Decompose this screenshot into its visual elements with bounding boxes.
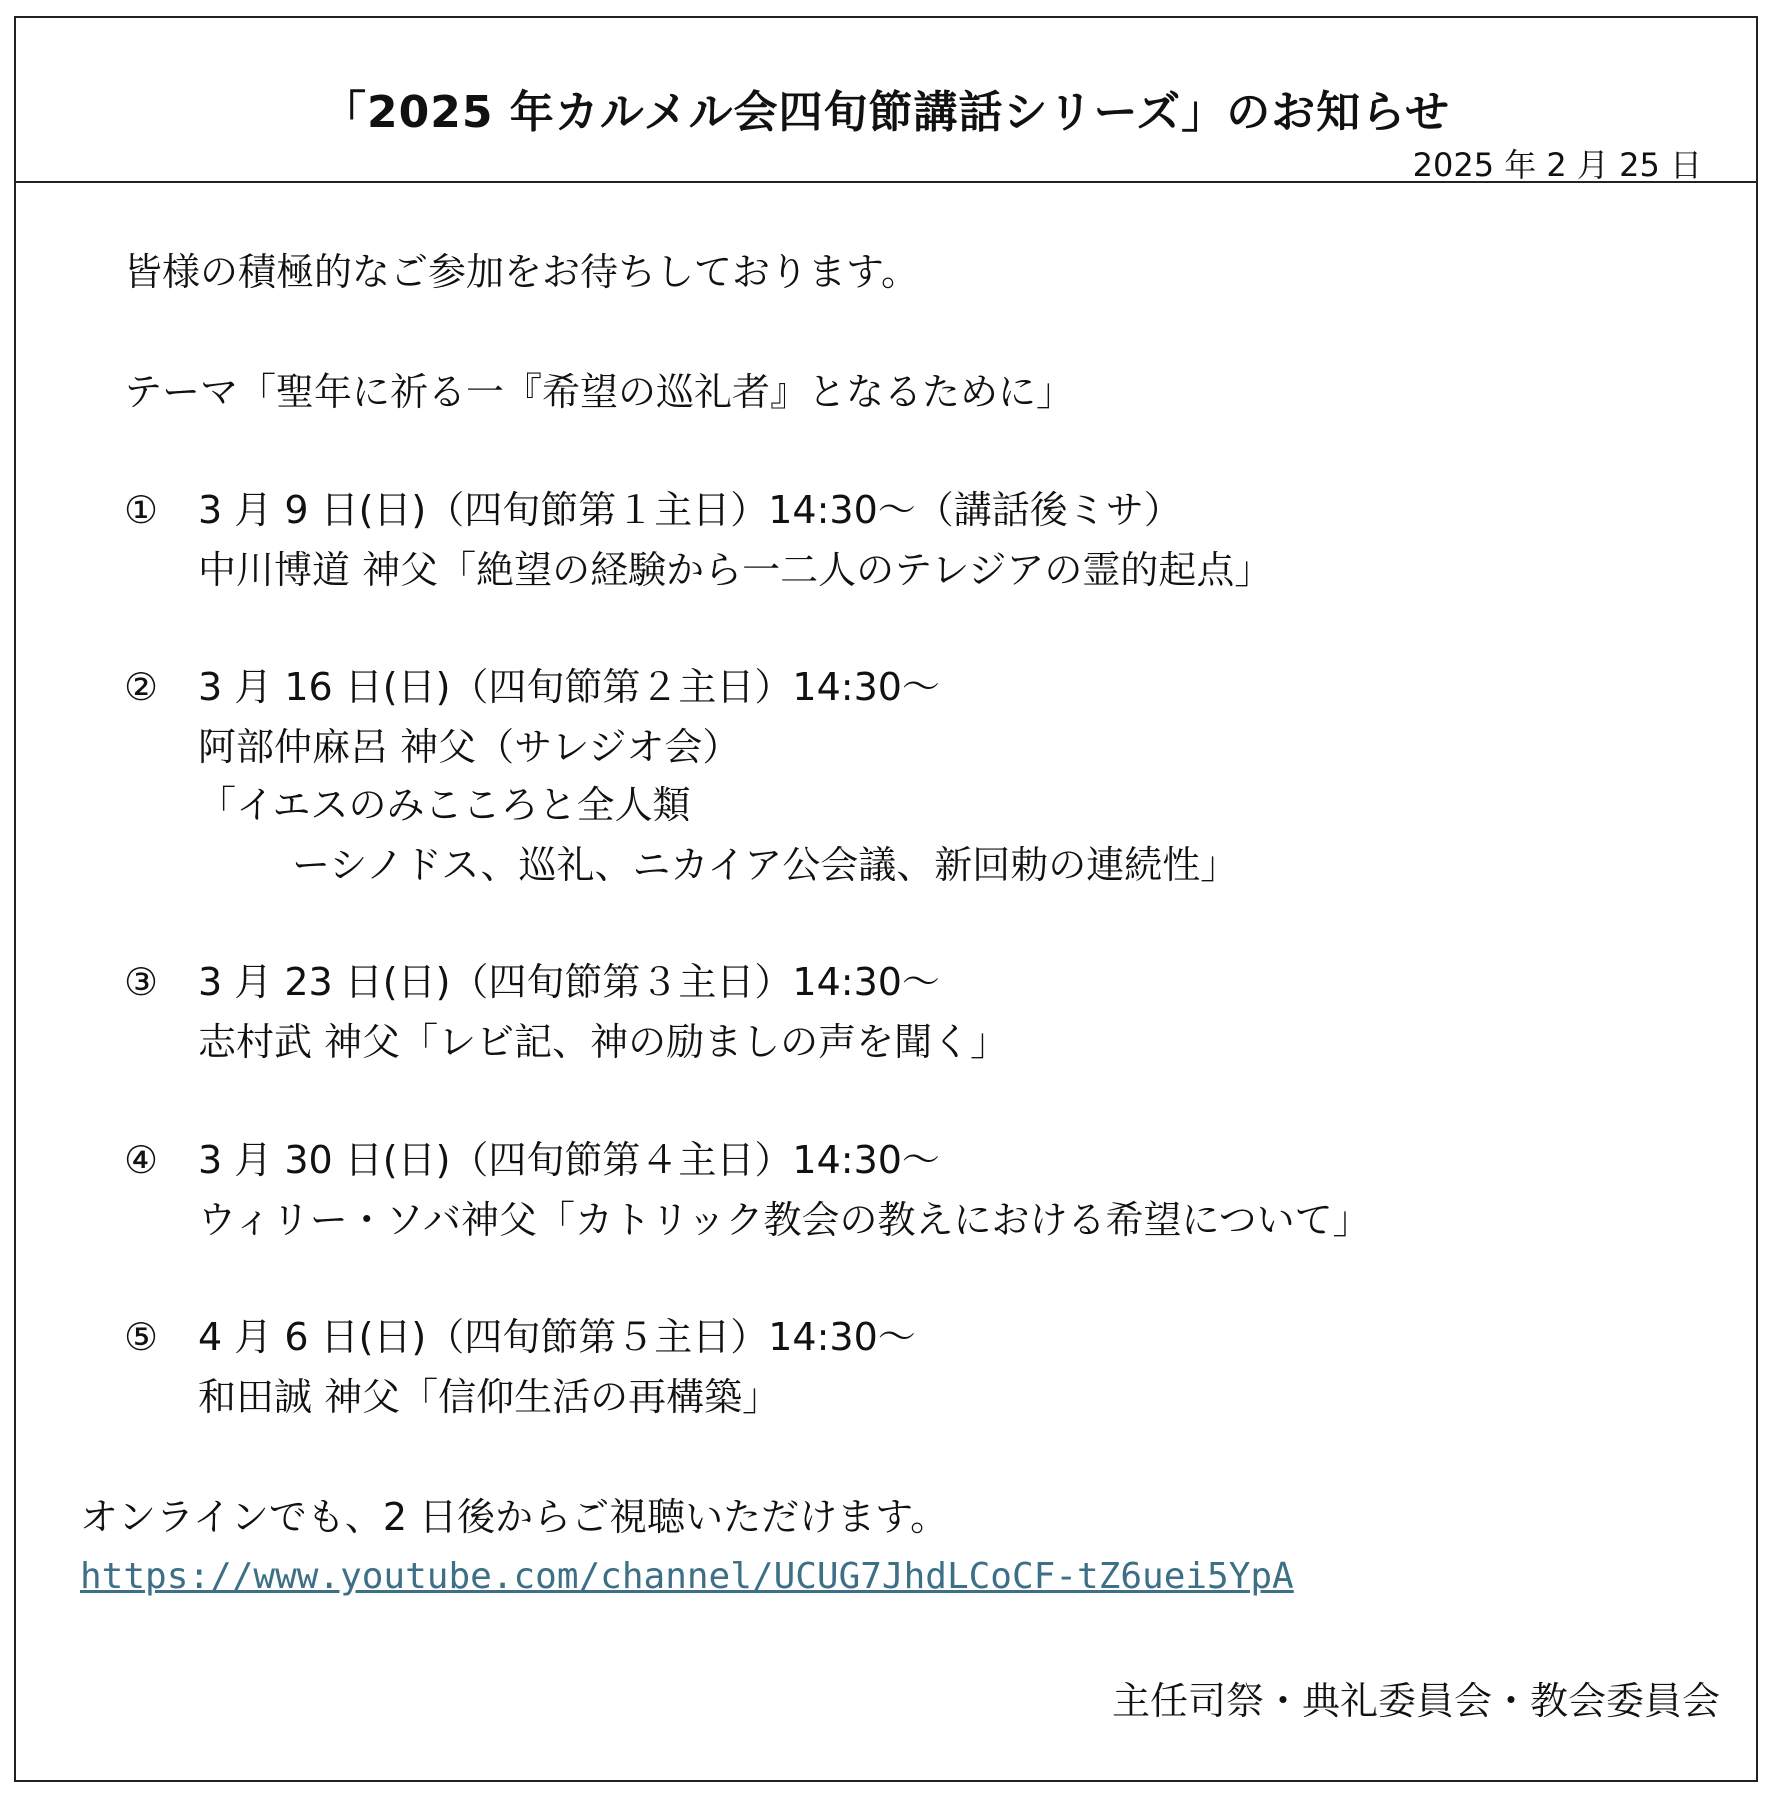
lecture-schedule: 4 月 6 日(日)（四旬節第５主日）14:30～ [198,1315,916,1359]
lecture-number: ⑤ [124,1315,159,1359]
lecture-number: ③ [124,960,159,1004]
lecture-topic-subtitle: ーシノドス、巡礼、ニカイア公会議、新回勅の連続性」 [292,843,1239,887]
youtube-channel-link[interactable]: https://www.youtube.com/channel/UCUG7JhdLCoCF-tZ6uei5YpA [80,1556,1294,1597]
lecture-speaker: ウィリー・ソバ神父「カトリック教会の教えにおける希望について」 [198,1198,1371,1242]
lecture-speaker: 志村武 神父「レビ記、神の励ましの声を聞く」 [198,1020,1009,1064]
lecture-number: ④ [124,1138,159,1182]
lecture-number: ② [124,665,159,709]
lecture-topic: 「イエスのみこころと全人類 [198,783,691,827]
header-divider [16,181,1756,183]
intro-text: 皆様の積極的なご参加をお待ちしております。 [124,250,919,294]
lecture-schedule: 3 月 16 日(日)（四旬節第２主日）14:30～ [198,665,940,709]
page-title: 「2025 年カルメル会四旬節講話シリーズ」のお知らせ [322,87,1450,138]
lecture-schedule: 3 月 30 日(日)（四旬節第４主日）14:30～ [198,1138,940,1182]
theme-text: テーマ「聖年に祈る一『希望の巡礼者』となるために」 [124,370,1075,414]
lecture-speaker: 和田誠 神父「信仰生活の再構築」 [198,1375,781,1419]
online-text: オンラインでも、2 日後からご視聴いただけます。 [80,1495,949,1539]
notice-date: 2025 年 2 月 25 日 [1412,146,1702,184]
lecture-schedule: 3 月 9 日(日)（四旬節第１主日）14:30～（講話後ミサ） [198,488,1182,532]
lecture-number: ① [124,488,159,532]
signature: 主任司祭・典礼委員会・教会委員会 [1111,1679,1720,1723]
lecture-speaker: 中川博道 神父「絶望の経験から一二人のテレジアの霊的起点」 [198,548,1273,592]
lecture-schedule: 3 月 23 日(日)（四旬節第３主日）14:30～ [198,960,940,1004]
lecture-speaker: 阿部仲麻呂 神父（サレジオ会） [198,725,741,769]
